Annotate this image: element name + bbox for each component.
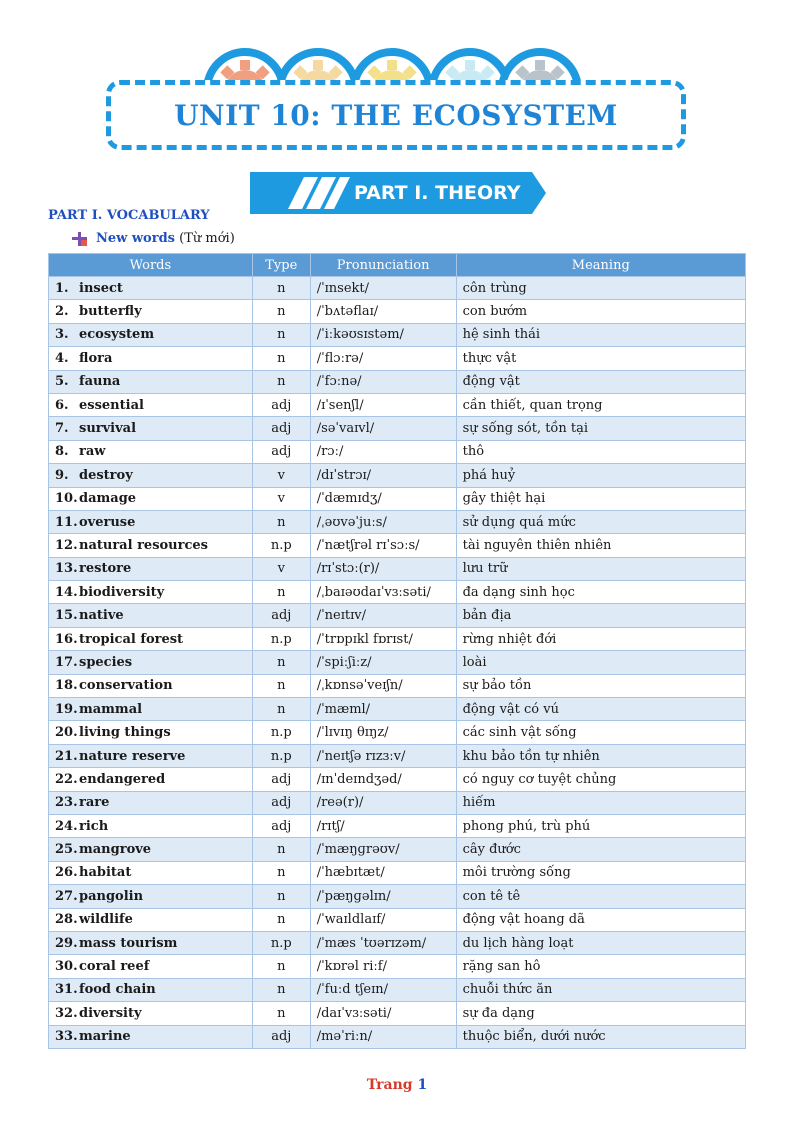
footer-label: Trang: [366, 1077, 413, 1093]
row-number: 15.: [55, 608, 78, 624]
pronunciation-cell: /ˈspiːʃiːz/: [310, 651, 456, 674]
row-number: 18.: [55, 678, 78, 694]
pronunciation-cell: /səˈvaɪvl/: [310, 417, 456, 440]
meaning-cell: sự bảo tồn: [456, 674, 745, 697]
row-number: 21.: [55, 748, 78, 764]
type-cell: n: [252, 300, 310, 323]
meaning-cell: thuộc biển, dưới nước: [456, 1025, 745, 1048]
table-row: [49, 791, 746, 814]
type-cell: adj: [252, 791, 310, 814]
meaning-cell: hiếm: [456, 791, 745, 814]
word-cell: [49, 768, 253, 791]
word-cell: [49, 347, 253, 370]
type-cell: n.p: [252, 721, 310, 744]
word-text: diversity: [79, 1005, 142, 1021]
row-number: 23.: [55, 795, 78, 811]
word-text: flora: [79, 350, 113, 366]
type-cell: n: [252, 323, 310, 346]
type-cell: n: [252, 978, 310, 1001]
row-number: 2.: [55, 304, 69, 320]
pronunciation-cell: /ˈpæŋɡəlɪn/: [310, 885, 456, 908]
word-text: damage: [79, 491, 137, 507]
pronunciation-cell: /dɪˈstrɔɪ/: [310, 464, 456, 487]
word-cell: [49, 744, 253, 767]
table-row: [49, 885, 746, 908]
pronunciation-cell: /ˈneɪtʃə rɪzɜːv/: [310, 744, 456, 767]
table-row: [49, 510, 746, 533]
word-text: ecosystem: [79, 327, 155, 343]
type-cell: n: [252, 651, 310, 674]
row-number: 33.: [55, 1029, 78, 1045]
header-meaning: Meaning: [456, 254, 745, 277]
row-number: 30.: [55, 959, 78, 975]
word-text: pangolin: [79, 888, 144, 904]
pronunciation-cell: /ˌbaɪəʊdaɪˈvɜːsəti/: [310, 581, 456, 604]
meaning-cell: chuỗi thức ăn: [456, 978, 745, 1001]
row-number: 6.: [55, 397, 69, 413]
type-cell: n.p: [252, 744, 310, 767]
type-cell: n: [252, 581, 310, 604]
row-number: 27.: [55, 888, 78, 904]
type-cell: adj: [252, 1025, 310, 1048]
word-cell: [49, 604, 253, 627]
word-cell: [49, 931, 253, 954]
word-cell: [49, 300, 253, 323]
table-row: [49, 347, 746, 370]
meaning-cell: sự sống sót, tồn tại: [456, 417, 745, 440]
pronunciation-cell: /rɪˈstɔː(r)/: [310, 557, 456, 580]
meaning-cell: côn trùng: [456, 277, 745, 300]
table-row: [49, 1002, 746, 1025]
row-number: 31.: [55, 982, 78, 998]
word-cell: [49, 581, 253, 604]
meaning-cell: cần thiết, quan trọng: [456, 393, 745, 416]
row-number: 5.: [55, 374, 69, 390]
row-number: 26.: [55, 865, 78, 881]
row-number: 25.: [55, 842, 78, 858]
pronunciation-cell: /ˈbʌtəflaɪ/: [310, 300, 456, 323]
part-heading: PART I. VOCABULARY: [48, 208, 210, 223]
word-text: destroy: [79, 467, 133, 483]
pronunciation-cell: /ˈdæmɪdʒ/: [310, 487, 456, 510]
type-cell: n: [252, 674, 310, 697]
word-cell: [49, 323, 253, 346]
table-row: [49, 908, 746, 931]
row-number: 4.: [55, 350, 69, 366]
pronunciation-cell: /ˈhæbɪtæt/: [310, 861, 456, 884]
subheading-bold: New words: [96, 231, 175, 246]
header-words: Words: [49, 254, 253, 277]
table-row: [49, 651, 746, 674]
word-cell: [49, 674, 253, 697]
row-number: 16.: [55, 631, 78, 647]
pronunciation-cell: /rɔː/: [310, 440, 456, 463]
row-number: 28.: [55, 912, 78, 928]
row-number: 7.: [55, 421, 69, 437]
word-text: wildlife: [79, 912, 133, 928]
word-text: raw: [79, 444, 106, 460]
word-text: living things: [79, 725, 171, 741]
table-row: [49, 721, 746, 744]
vocabulary-table: [48, 253, 746, 1049]
row-number: 20.: [55, 725, 78, 741]
word-cell: [49, 698, 253, 721]
meaning-cell: rừng nhiệt đới: [456, 627, 745, 650]
word-cell: [49, 791, 253, 814]
meaning-cell: động vật hoang dã: [456, 908, 745, 931]
word-text: fauna: [79, 374, 121, 390]
meaning-cell: sự đa dạng: [456, 1002, 745, 1025]
row-number: 9.: [55, 467, 69, 483]
pronunciation-cell: /ˈlɪvɪŋ θɪŋz/: [310, 721, 456, 744]
header-type: Type: [252, 254, 310, 277]
table-row: [49, 955, 746, 978]
word-text: species: [79, 654, 133, 670]
table-row: [49, 1025, 746, 1048]
table-row: [49, 604, 746, 627]
word-text: mammal: [79, 701, 143, 717]
word-cell: [49, 510, 253, 533]
word-cell: [49, 370, 253, 393]
word-cell: [49, 440, 253, 463]
pronunciation-cell: /daɪˈvɜːsəti/: [310, 1002, 456, 1025]
table-row: [49, 581, 746, 604]
meaning-cell: các sinh vật sống: [456, 721, 745, 744]
word-cell: [49, 1002, 253, 1025]
word-text: food chain: [79, 982, 156, 998]
table-header-row: [49, 254, 746, 277]
meaning-cell: loài: [456, 651, 745, 674]
meaning-cell: khu bảo tồn tự nhiên: [456, 744, 745, 767]
pronunciation-cell: /ˈfɔːnə/: [310, 370, 456, 393]
table-row: [49, 698, 746, 721]
meaning-cell: gây thiệt hại: [456, 487, 745, 510]
word-cell: [49, 417, 253, 440]
row-number: 22.: [55, 771, 78, 787]
table-row: [49, 627, 746, 650]
meaning-cell: đa dạng sinh học: [456, 581, 745, 604]
type-cell: adj: [252, 814, 310, 837]
meaning-cell: môi trường sống: [456, 861, 745, 884]
pronunciation-cell: /ˈtrɒpɪkl fɒrɪst/: [310, 627, 456, 650]
footer-page-number: 1: [417, 1077, 428, 1093]
row-number: 24.: [55, 818, 78, 834]
word-text: native: [79, 608, 124, 624]
type-cell: adj: [252, 440, 310, 463]
row-number: 14.: [55, 584, 78, 600]
word-text: natural resources: [79, 537, 208, 553]
meaning-cell: có nguy cơ tuyệt chủng: [456, 768, 745, 791]
table-row: [49, 464, 746, 487]
type-cell: n.p: [252, 627, 310, 650]
pronunciation-cell: /ˈflɔːrə/: [310, 347, 456, 370]
word-text: nature reserve: [79, 748, 186, 764]
word-cell: [49, 464, 253, 487]
pronunciation-cell: /ˈwaɪldlaɪf/: [310, 908, 456, 931]
table-row: [49, 300, 746, 323]
type-cell: v: [252, 487, 310, 510]
pronunciation-cell: /ɪnˈdeɪndʒəd/: [310, 768, 456, 791]
meaning-cell: thô: [456, 440, 745, 463]
word-text: tropical forest: [79, 631, 184, 647]
pronunciation-cell: /ˈkɒrəl riːf/: [310, 955, 456, 978]
table-row: [49, 978, 746, 1001]
pronunciation-cell: /ˈneɪtɪv/: [310, 604, 456, 627]
meaning-cell: động vật có vú: [456, 698, 745, 721]
type-cell: n: [252, 510, 310, 533]
row-number: 13.: [55, 561, 78, 577]
type-cell: adj: [252, 393, 310, 416]
table-row: [49, 557, 746, 580]
pronunciation-cell: /ˈnætʃrəl rɪˈsɔːs/: [310, 534, 456, 557]
meaning-cell: phá huỷ: [456, 464, 745, 487]
type-cell: n: [252, 347, 310, 370]
type-cell: n: [252, 698, 310, 721]
word-text: essential: [79, 397, 144, 413]
row-number: 29.: [55, 935, 78, 951]
word-cell: [49, 955, 253, 978]
table-row: [49, 440, 746, 463]
word-cell: [49, 393, 253, 416]
word-cell: [49, 651, 253, 674]
word-text: endangered: [79, 771, 166, 787]
word-cell: [49, 814, 253, 837]
meaning-cell: sử dụng quá mức: [456, 510, 745, 533]
type-cell: n.p: [252, 931, 310, 954]
table-row: [49, 370, 746, 393]
table-row: [49, 674, 746, 697]
row-number: 19.: [55, 701, 78, 717]
pronunciation-cell: /ˌəʊvəˈjuːs/: [310, 510, 456, 533]
word-cell: [49, 908, 253, 931]
row-number: 17.: [55, 654, 78, 670]
type-cell: adj: [252, 417, 310, 440]
table-row: [49, 323, 746, 346]
row-number: 3.: [55, 327, 69, 343]
meaning-cell: con bướm: [456, 300, 745, 323]
pronunciation-cell: /ˈmæml/: [310, 698, 456, 721]
type-cell: n: [252, 908, 310, 931]
pronunciation-cell: /reə(r)/: [310, 791, 456, 814]
row-number: 1.: [55, 280, 69, 296]
pronunciation-cell: /ˌkɒnsəˈveɪʃn/: [310, 674, 456, 697]
header-pronunciation: Pronunciation: [310, 254, 456, 277]
type-cell: n: [252, 955, 310, 978]
word-text: marine: [79, 1029, 131, 1045]
word-text: mass tourism: [79, 935, 178, 951]
word-text: conservation: [79, 678, 173, 694]
word-text: insect: [79, 280, 123, 296]
word-cell: [49, 534, 253, 557]
table-row: [49, 534, 746, 557]
meaning-cell: lưu trữ: [456, 557, 745, 580]
row-number: 8.: [55, 444, 69, 460]
header-banner: [0, 0, 794, 160]
type-cell: v: [252, 557, 310, 580]
table-row: [49, 768, 746, 791]
word-cell: [49, 978, 253, 1001]
pronunciation-cell: /ˈmæŋɡrəʊv/: [310, 838, 456, 861]
meaning-cell: tài nguyên thiên nhiên: [456, 534, 745, 557]
title-box: [106, 80, 686, 150]
table-row: [49, 838, 746, 861]
word-text: biodiversity: [79, 584, 165, 600]
meaning-cell: bản địa: [456, 604, 745, 627]
section-tag-label: PART I. THEORY: [354, 182, 521, 204]
word-cell: [49, 1025, 253, 1048]
row-number: 10.: [55, 491, 78, 507]
bullet-icon: [72, 232, 88, 246]
type-cell: adj: [252, 604, 310, 627]
word-cell: [49, 557, 253, 580]
meaning-cell: du lịch hàng loạt: [456, 931, 745, 954]
page-title: UNIT 10: THE ECOSYSTEM: [174, 98, 618, 132]
pronunciation-cell: /məˈriːn/: [310, 1025, 456, 1048]
row-number: 11.: [55, 514, 78, 530]
pronunciation-cell: /ˈiːkəʊsɪstəm/: [310, 323, 456, 346]
row-number: 32.: [55, 1005, 78, 1021]
word-text: coral reef: [79, 959, 150, 975]
meaning-cell: thực vật: [456, 347, 745, 370]
meaning-cell: phong phú, trù phú: [456, 814, 745, 837]
table-row: [49, 744, 746, 767]
table-row: [49, 417, 746, 440]
table-row: [49, 277, 746, 300]
meaning-cell: con tê tê: [456, 885, 745, 908]
pronunciation-cell: /rɪtʃ/: [310, 814, 456, 837]
type-cell: n: [252, 370, 310, 393]
word-cell: [49, 487, 253, 510]
type-cell: n: [252, 838, 310, 861]
word-cell: [49, 627, 253, 650]
type-cell: n: [252, 1002, 310, 1025]
word-text: habitat: [79, 865, 132, 881]
table-row: [49, 487, 746, 510]
table-row: [49, 861, 746, 884]
meaning-cell: hệ sinh thái: [456, 323, 745, 346]
type-cell: adj: [252, 768, 310, 791]
word-text: mangrove: [79, 842, 152, 858]
type-cell: n: [252, 885, 310, 908]
subheading: [72, 231, 235, 246]
word-text: butterfly: [79, 304, 142, 320]
table-row: [49, 814, 746, 837]
word-cell: [49, 277, 253, 300]
meaning-cell: cây đước: [456, 838, 745, 861]
page-footer: [0, 1077, 794, 1093]
word-cell: [49, 885, 253, 908]
pronunciation-cell: /ɪˈsenʃl/: [310, 393, 456, 416]
type-cell: n: [252, 861, 310, 884]
word-text: survival: [79, 421, 137, 437]
pronunciation-cell: /ˈmæs ˈtʊərɪzəm/: [310, 931, 456, 954]
row-number: 12.: [55, 537, 78, 553]
type-cell: v: [252, 464, 310, 487]
word-text: restore: [79, 561, 132, 577]
word-cell: [49, 861, 253, 884]
type-cell: n.p: [252, 534, 310, 557]
type-cell: n: [252, 277, 310, 300]
pronunciation-cell: /ˈɪnsekt/: [310, 277, 456, 300]
word-text: overuse: [79, 514, 136, 530]
pronunciation-cell: /ˈfuːd tʃeɪn/: [310, 978, 456, 1001]
word-cell: [49, 838, 253, 861]
meaning-cell: động vật: [456, 370, 745, 393]
table-row: [49, 931, 746, 954]
section-tag: [250, 172, 546, 214]
subheading-note: (Từ mới): [179, 231, 235, 246]
meaning-cell: rặng san hô: [456, 955, 745, 978]
word-text: rare: [79, 795, 110, 811]
table-row: [49, 393, 746, 416]
word-text: rich: [79, 818, 109, 834]
word-cell: [49, 721, 253, 744]
